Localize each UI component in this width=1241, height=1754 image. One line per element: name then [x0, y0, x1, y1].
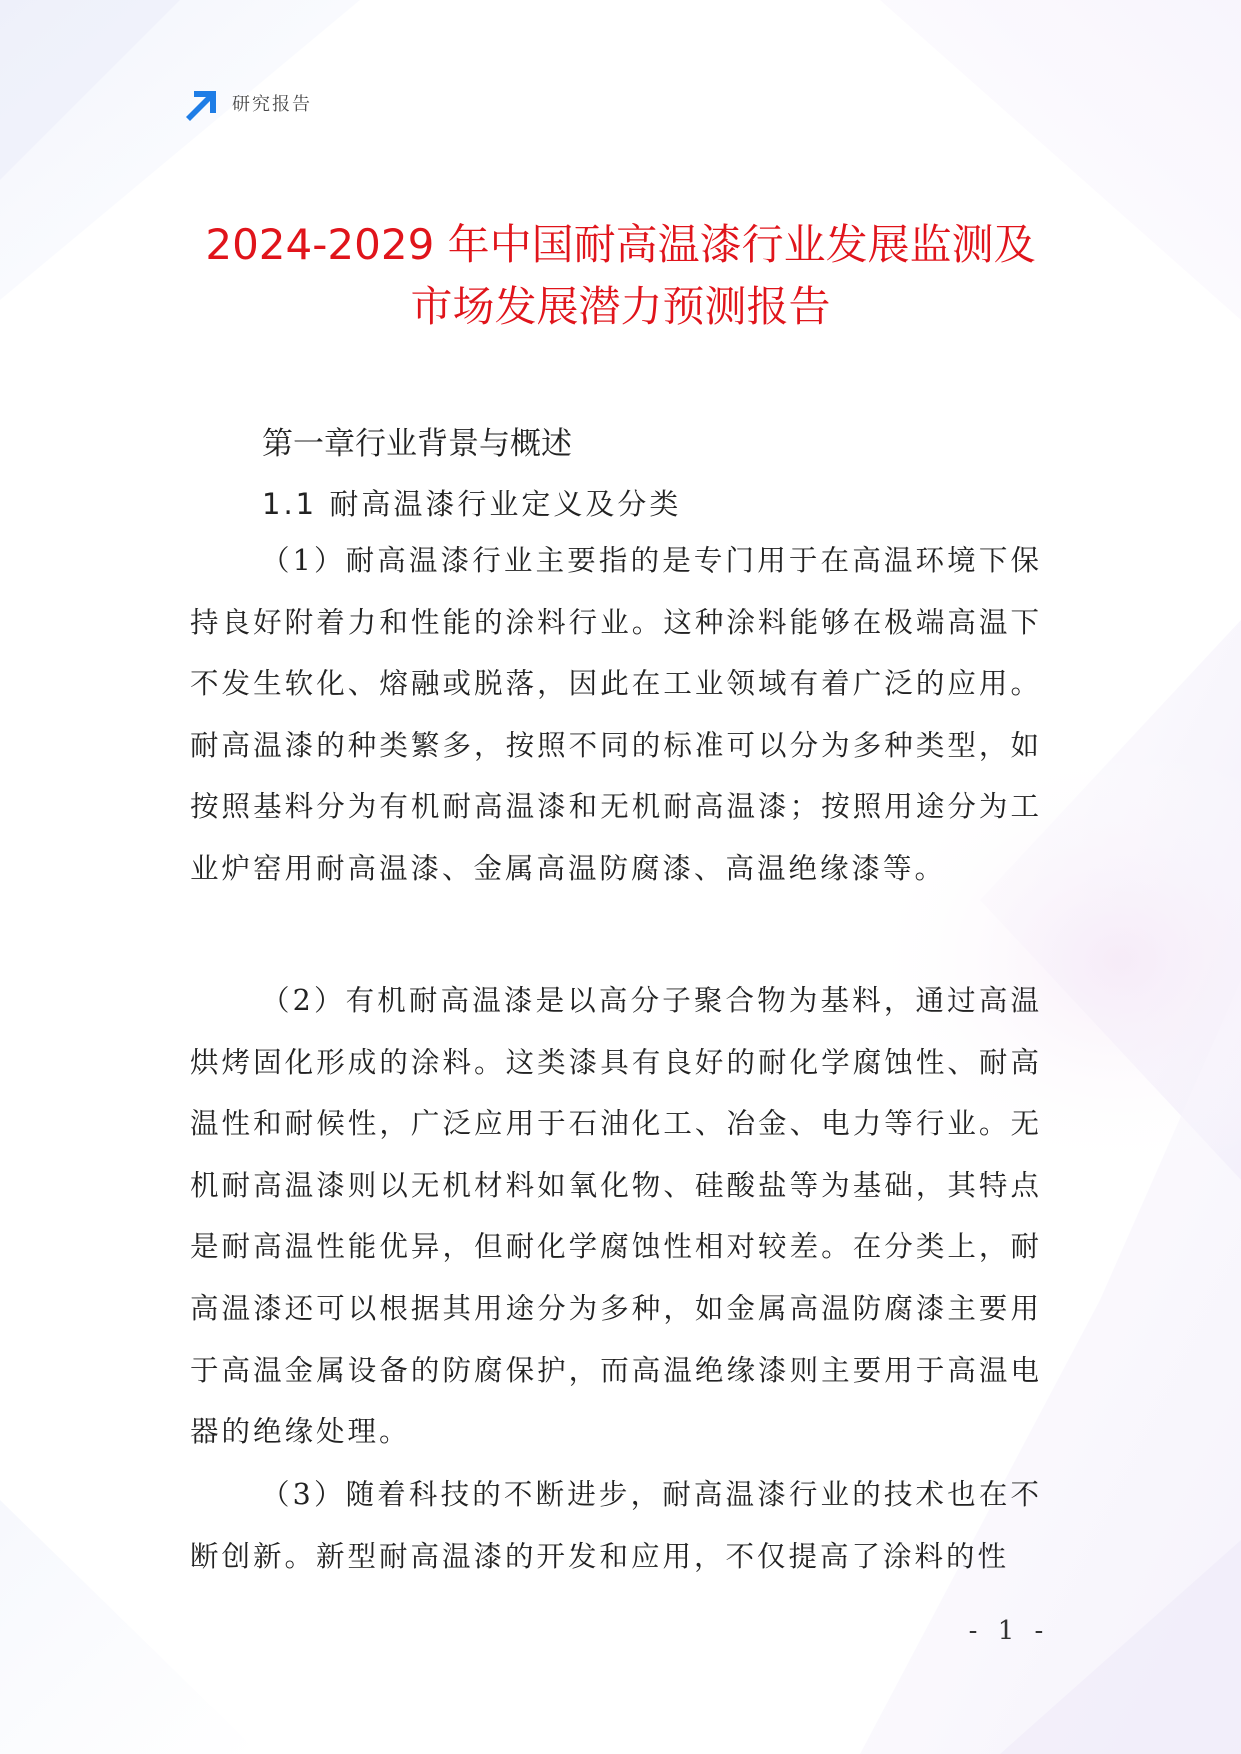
- page-number: - 1 -: [968, 1616, 1050, 1646]
- report-header: [186, 88, 312, 122]
- paragraph-2: （2）有机耐高温漆是以高分子聚合物为基料，通过高温烘烤固化形成的涂料。这类漆具有良好的耐化学腐蚀性、耐高温性和耐候性，广泛应用于石油化工、冶金、电力等行业。无机耐高温漆则以无机材料如氧化物、硅酸盐等为基础，其特点是耐高温性能优异，但耐化学腐蚀性相对较差。在分类上，耐高温漆还可以根据其用途分为多种，如金属高温防腐漆主要用于高温金属设备的防腐保护，而高温绝缘漆则主要用于高温电器的绝缘处理。: [190, 984, 1042, 1449]
- paragraph-3: （3）随着科技的不断进步，耐高温漆行业的技术也在不断创新。新型耐高温漆的开发和应用，不仅提高了涂料的性: [190, 1478, 1042, 1573]
- section-heading: 1.1 耐高温漆行业定义及分类: [262, 487, 682, 521]
- arrow-up-right-icon: [186, 89, 218, 121]
- title-line-1: 2024-2029 年中国耐高温漆行业发展监测及: [205, 220, 1036, 269]
- chapter-heading: 第一章行业背景与概述: [262, 426, 572, 462]
- title-line-2: 市场发展潜力预测报告: [410, 282, 831, 331]
- paragraph-1: （1）耐高温漆行业主要指的是专门用于在高温环境下保持良好附着力和性能的涂料行业。这种涂料能够在极端高温下不发生软化、熔融或脱落，因此在工业领域有着广泛的应用。耐高温漆的种类繁多，按照不同的标准可以分为多种类型，如按照基料分为有机耐高温漆和无机耐高温漆；按照用途分为工业炉窑用耐高温漆、金属高温防腐漆、高温绝缘漆等。: [190, 544, 1042, 885]
- header-label: 研究报告: [232, 94, 312, 115]
- report-title: [150, 214, 1091, 338]
